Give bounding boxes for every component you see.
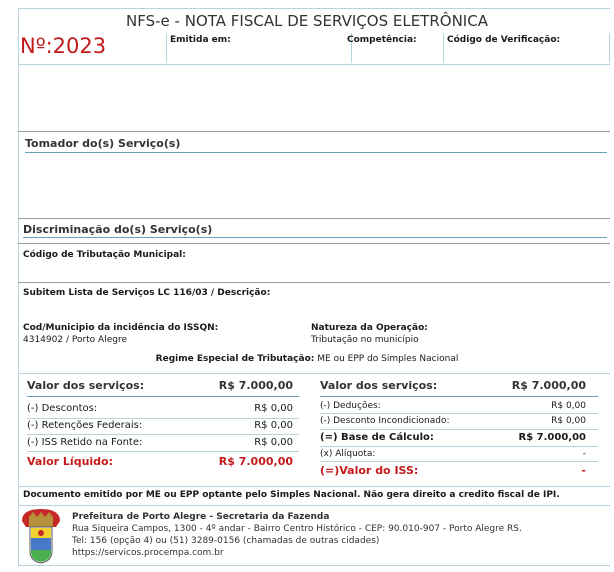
footer-phone: Tel: 156 (opção 4) ou (51) 3289-0156 (chamadas de outras cidades) xyxy=(72,536,380,546)
discriminacao-title: Discriminação do(s) Serviço(s) xyxy=(23,223,213,236)
base-calculo-value: R$ 7.000,00 xyxy=(518,432,586,443)
deducoes-label: (-) Deduções: xyxy=(320,401,381,411)
liquido-value: R$ 7.000,00 xyxy=(218,455,293,468)
valor-iss-label: (=)Valor do ISS: xyxy=(320,464,419,477)
right-servicos-value: R$ 7.000,00 xyxy=(511,379,586,392)
iss-retido-label: (-) ISS Retido na Fonte: xyxy=(27,437,143,448)
emitida-label: Emitida em: xyxy=(170,35,231,45)
competencia-label: Competência: xyxy=(347,35,417,45)
porto-alegre-coat-of-arms-icon xyxy=(18,507,64,565)
subitem-label: Subitem Lista de Serviços LC 116/03 / Descrição: xyxy=(23,288,271,298)
invoice-title: NFS-e - NOTA FISCAL DE SERVIÇOS ELETRÔNICA xyxy=(126,12,488,30)
footer-address: Rua Siqueira Campos, 1300 - 4º andar - Bairro Centro Histórico - CEP: 90.010-907 - Porto Alegre RS. xyxy=(72,524,522,534)
simples-notice: Documento emitido por ME ou EPP optante pelo Simples Nacional. Não gera direito a credito fiscal de IPI. xyxy=(23,490,560,500)
natureza-value: Tributação no município xyxy=(311,335,419,345)
retencoes-label: (-) Retenções Federais: xyxy=(27,420,143,431)
tomador-title: Tomador do(s) Serviço(s) xyxy=(25,137,181,150)
aliquota-value: - xyxy=(582,449,586,459)
municipio-value: 4314902 / Porto Alegre xyxy=(23,335,127,345)
regime-value: ME ou EPP do Simples Nacional xyxy=(317,354,459,364)
liquido-label: Valor Líquido: xyxy=(27,455,114,468)
desconto-incondicionado-value: R$ 0,00 xyxy=(551,416,586,426)
retencoes-value: R$ 0,00 xyxy=(254,420,293,431)
base-calculo-label: (=) Base de Cálculo: xyxy=(320,432,434,443)
footer-url[interactable]: https://servicos.procempa.com.br xyxy=(72,548,224,558)
municipio-label: Cod/Municipio da incidência do ISSQN: xyxy=(23,323,219,333)
aliquota-label: (x) Alíquota: xyxy=(320,449,376,459)
natureza-label: Natureza da Operação: xyxy=(311,323,428,333)
left-servicos-value: R$ 7.000,00 xyxy=(218,379,293,392)
footer-org: Prefeitura de Porto Alegre - Secretaria da Fazenda xyxy=(72,512,330,522)
regime xyxy=(0,354,614,364)
descontos-value: R$ 0,00 xyxy=(254,403,293,414)
invoice-number: Nº:2023 xyxy=(20,34,107,58)
valor-iss-value: - xyxy=(581,464,586,477)
right-servicos-label: Valor dos serviços: xyxy=(320,379,438,392)
invoice-frame xyxy=(18,8,610,566)
left-servicos-label: Valor dos serviços: xyxy=(27,379,145,392)
codigo-verificacao-label: Código de Verificação: xyxy=(447,35,561,45)
descontos-label: (-) Descontos: xyxy=(27,403,98,414)
codigo-tributacao-label: Código de Tributação Municipal: xyxy=(23,250,186,260)
iss-retido-value: R$ 0,00 xyxy=(254,437,293,448)
desconto-incondicionado-label: (-) Desconto Incondicionado: xyxy=(320,416,450,426)
regime-label: Regime Especial de Tributação: xyxy=(155,354,315,364)
deducoes-value: R$ 0,00 xyxy=(551,401,586,411)
